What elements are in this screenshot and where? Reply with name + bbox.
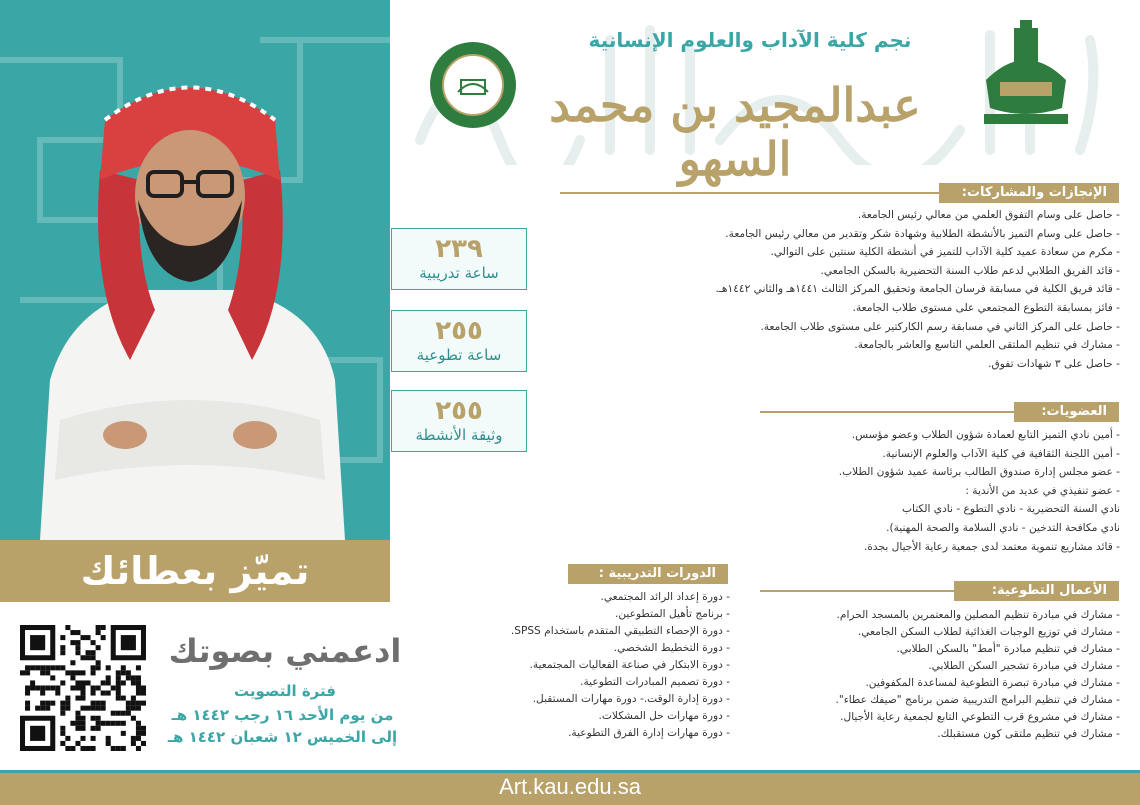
qr-code[interactable]: [20, 625, 146, 751]
list-item: - دورة إعداد الرائد المجتمعي.: [600, 591, 730, 603]
list-item: - مشارك في توزيع الوجبات الغذائية لطلاب السكن الجامعي.: [857, 626, 1120, 638]
stat-value: ٢٥٥: [435, 396, 483, 426]
courses-heading: الدورات التدريبية :: [568, 564, 728, 584]
volunteering-list: [740, 607, 1120, 743]
stat-label: ساعة تدريبية: [419, 264, 499, 282]
stat-activity-documents: [391, 390, 527, 452]
list-item: - حاصل على ٣ شهادات تفوق.: [988, 357, 1120, 370]
footer-bar: [0, 770, 1140, 805]
volunteering-heading: الأعمال التطوعية:: [954, 581, 1119, 601]
achievements-heading: الإنجازات والمشاركات:: [939, 183, 1119, 203]
list-item: - مشارك في تنظيم ملتقى كون مستقبلك.: [937, 728, 1120, 740]
list-item: - دورة التخطيط الشخصي.: [613, 642, 730, 654]
list-item: - دورة مهارات حل المشكلات.: [598, 710, 730, 722]
list-item: نادي السنة التحضيرية - نادي التطوع - نادي الكتاب: [902, 503, 1120, 516]
list-item: - حاصل على المركز الثاني في مسابقة رسم الكاركتير على مستوى طلاب الجامعة.: [760, 320, 1120, 333]
list-item: - مشارك في تنظيم الملتقى العلمي التاسع والعاشر بالجامعة.: [854, 339, 1120, 352]
list-item: - فائز بمسابقة التطوع المجتمعي على مستوى طلاب الجامعة.: [852, 301, 1120, 314]
list-item: - مشارك في مبادرة تشجير السكن الطلابي.: [928, 660, 1120, 672]
stat-value: ٢٣٩: [435, 234, 483, 264]
faculty-logo: [428, 40, 518, 130]
university-logo: [976, 20, 1076, 130]
vote-title: ادعمني بصوتك: [168, 632, 402, 670]
vote-end-date: إلى الخميس ١٢ شعبان ١٤٤٢ هـ: [167, 728, 398, 746]
vote-period-label: فترة التصويت: [234, 682, 336, 700]
stat-label: وثيقة الأنشطة: [415, 426, 503, 444]
list-item: - دورة مهارات إدارة الفرق التطوعية.: [568, 727, 730, 739]
memberships-list: [700, 426, 1120, 556]
list-item: - حاصل على وسام التفوق العلمي من معالي رئيس الجامعة.: [857, 209, 1120, 221]
list-item: - مشارك في تنظيم مبادرة "أمط" بالسكن الطلابي.: [896, 643, 1120, 655]
list-item: - قائد مشاريع تنموية معتمد لدى جمعية رعاية الأجيال بجدة.: [864, 540, 1120, 553]
stat-label: ساعة تطوعية: [416, 346, 502, 364]
list-item: - أمين اللجنة الثقافية في كلية الآداب والعلوم الإنسانية.: [882, 447, 1120, 460]
list-item: - مشارك في مشروع قرب التطوعي التابع لجمعية رعاية الأجيال.: [840, 711, 1120, 723]
slogan-text: تميّز بعطائك: [80, 549, 310, 593]
list-item: - برنامج تأهيل المتطوعين.: [615, 608, 730, 620]
achievements-list: [470, 206, 1120, 373]
portrait-panel: [0, 0, 390, 540]
list-item: - دورة الإحصاء التطبيقي المتقدم باستخدام SPSS.: [510, 625, 730, 637]
slogan-banner: [0, 540, 390, 602]
list-item: - دورة تصميم المبادرات التطوعية.: [580, 676, 730, 688]
stat-value: ٢٥٥: [435, 316, 483, 346]
list-item: - عضو تنفيذي في عديد من الأندية :: [965, 484, 1120, 497]
website-link[interactable]: Art.kau.edu.sa: [499, 774, 641, 799]
list-item: - مكرم من سعادة عميد كلية الآداب للتميز في أنشطة الكلية سنتين على التوالي.: [770, 246, 1120, 259]
volunteering-rule: [760, 590, 955, 592]
student-name: عبدالمجيد بن محمد السهو: [549, 78, 921, 186]
list-item: - قائد فريق الكلية في مسابقة فرسان الجامعة وتحقيق المركز الثالث ١٤٤١هـ والثاني ١٤٤٢هـ.: [715, 283, 1120, 296]
footer-accent: [0, 770, 1140, 773]
list-item: - مشارك في تنظيم البرامج التدريبية ضمن برنامج "صيفك عطاء".: [835, 694, 1120, 706]
memberships-heading: العضويات:: [1014, 402, 1119, 422]
list-item: - قائد الفريق الطلابي لدعم طلاب السنة التحضيرية بالسكن الجامعي.: [820, 264, 1120, 277]
list-item: - حاصل على وسام التميز بالأنشطة الطلابية وشهادة شكر وتقدير من معالي رئيس الجامعة.: [725, 227, 1120, 240]
student-portrait: [30, 60, 350, 540]
memberships-rule: [760, 411, 1015, 413]
list-item: - دورة إدارة الوقت.- دورة مهارات المستقبل.: [532, 693, 730, 705]
list-item: - عضو مجلس إدارة صندوق الطالب برئاسة عميد شؤون الطلاب.: [838, 466, 1120, 479]
courses-list: [420, 589, 730, 742]
list-item: نادي مكافحة التدخين - نادي السلامة والصحة المهنية).: [886, 521, 1120, 534]
vote-start-date: من يوم الأحد ١٦ رجب ١٤٤٢ هـ: [171, 706, 394, 724]
list-item: - مشارك في مبادرة تنظيم المصلين والمعتمرين بالمسجد الحرام.: [836, 609, 1120, 621]
list-item: - أمين نادي التميز التابع لعمادة شؤون الطلاب وعضو مؤسس.: [851, 429, 1120, 441]
list-item: - مشارك في مبادرة تبصرة التطوعية لمساعدة المكفوفين.: [865, 677, 1120, 689]
award-subtitle: نجم كلية الآداب والعلوم الإنسانية: [588, 28, 912, 52]
list-item: - دورة الابتكار في صناعة الفعاليات المجتمعية.: [529, 659, 730, 671]
achievements-rule: [560, 192, 940, 194]
